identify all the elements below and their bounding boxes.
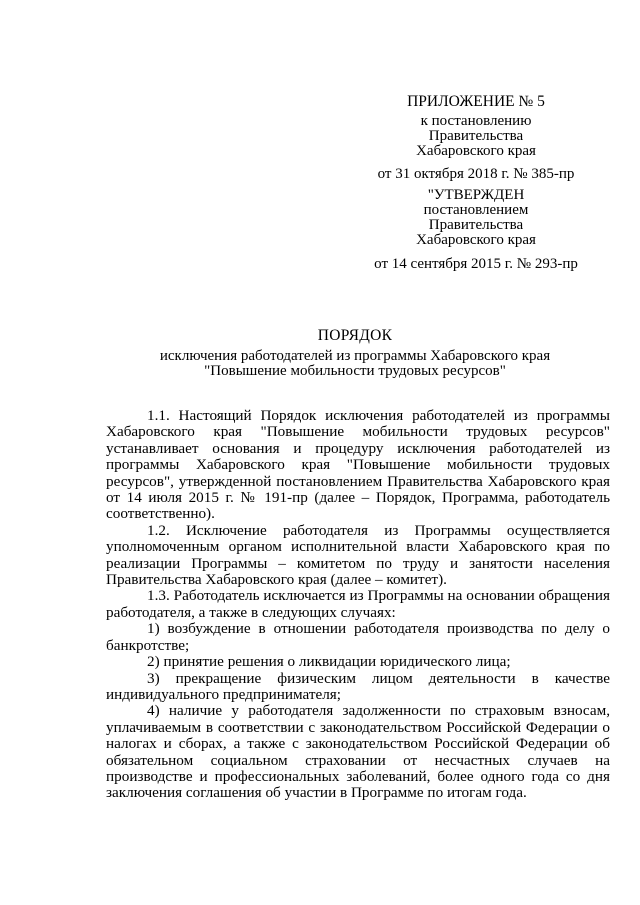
appendix-line: к постановлению	[420, 113, 532, 129]
document-subtitle-line: исключения работодателей из программы Хабаровского края	[159, 348, 551, 364]
approved-block	[360, 187, 592, 273]
appendix-heading: ПРИЛОЖЕНИЕ № 5	[407, 93, 545, 110]
appendix-block	[360, 93, 592, 183]
approved-line: Хабаровского края	[416, 232, 536, 248]
approved-heading: "УТВЕРЖДЕН	[427, 187, 525, 203]
paragraph: 1.2. Исключение работодателя из Программы осуществляется уполномоченным органом исполнительной власти Хабаровского края по реализации Программы – комитетом по труду и занятости населения Правительства Хабаровского края (далее – комитет).	[106, 521, 610, 589]
appendix-line: Правительства	[428, 128, 524, 144]
list-item: 3) прекращение физическим лицом деятельности в качестве индивидуального предпринимателя;	[106, 669, 610, 703]
appendix-date: от 31 октября 2018 г. № 385-пр	[377, 166, 575, 182]
list-item: 1) возбуждение в отношении работодателя производства по делу о банкротстве;	[106, 620, 610, 654]
list-item: 4) наличие у работодателя задолженности по страховым взносам, уплачиваемым в соответствии с законодательством Российской Федерации о налогах и сборах, а также с законодательством Российской Федерации об обязательном социальном страховании от несчастных случаев на производстве и профессиональных заболеваний, более одного года со дня заключения соглашения об участии в Программе по итогам года.	[106, 702, 610, 802]
title-block	[100, 327, 610, 379]
document-body	[106, 408, 610, 802]
approved-line: Правительства	[428, 217, 524, 233]
approved-date: от 14 сентября 2015 г. № 293-пр	[374, 256, 578, 272]
appendix-line: Хабаровского края	[416, 143, 536, 159]
paragraph: 1.1. Настоящий Порядок исключения работодателей из программы Хабаровского края "Повышение мобильности трудовых ресурсов" устанавливает основания и процедуру исключения работодателей из программы Хабаровского края "Повышение мобильности трудовых ресурсов", утвержденной постановлением Правительства Хабаровского края от 14 июля 2015 г. № 191-пр (далее – Порядок, Программа, работодатель соответственно).	[106, 407, 610, 523]
list-item: 2) принятие решения о ликвидации юридического лица;	[147, 653, 511, 671]
approved-line: постановлением	[423, 202, 529, 218]
document-subtitle-line: "Повышение мобильности трудовых ресурсов"	[204, 363, 506, 379]
paragraph: 1.3. Работодатель исключается из Программы на основании обращения работодателя, а также в следующих случаях:	[106, 587, 610, 621]
document-title: ПОРЯДОК	[317, 327, 393, 344]
